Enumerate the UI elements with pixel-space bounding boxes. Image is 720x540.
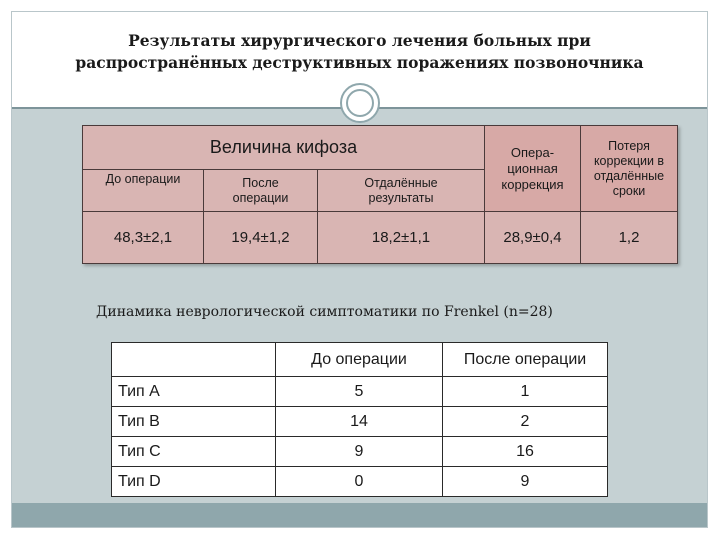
col-header-line: До операции	[105, 172, 181, 186]
slide-footer-bar	[12, 503, 707, 527]
kyphosis-value: 19,4±1,2	[204, 212, 318, 264]
frenkel-after: 16	[443, 437, 608, 467]
correction-header-line: Опера-	[510, 144, 555, 160]
kyphosis-value: 1,2	[581, 212, 678, 264]
slide-title	[12, 30, 707, 74]
kyphosis-value: 28,9±0,4	[485, 212, 581, 264]
correction-header-line: коррекция	[501, 176, 564, 192]
frenkel-subtitle: Динамика неврологической симптоматики по Frenkel (n=28)	[96, 304, 553, 320]
frenkel-type: Тип С	[112, 437, 276, 467]
kyphosis-value: 18,2±1,1	[318, 212, 485, 264]
col-header-line: операции	[232, 190, 289, 205]
col-header-after	[204, 170, 318, 212]
frenkel-type: Тип В	[112, 407, 276, 437]
correction-loss-header	[581, 126, 678, 212]
frenkel-after: 2	[443, 407, 608, 437]
frenkel-table	[111, 342, 608, 497]
table-row	[112, 407, 608, 437]
table-row	[112, 467, 608, 497]
kyphosis-group-header: Величина кифоза	[83, 126, 485, 170]
col-header-line: Отдалённые	[364, 175, 438, 190]
correction-header-line: ционная	[507, 160, 558, 176]
frenkel-header-before: До операции	[276, 343, 443, 377]
frenkel-type: Тип А	[112, 377, 276, 407]
frenkel-before: 14	[276, 407, 443, 437]
loss-header-line: сроки	[612, 183, 646, 198]
table-row	[112, 437, 608, 467]
kyphosis-table	[82, 125, 678, 264]
col-header-long-term	[318, 170, 485, 212]
loss-header-line: отдалённые	[593, 168, 665, 183]
frenkel-header-after: После операции	[443, 343, 608, 377]
frenkel-header-empty	[112, 343, 276, 377]
col-header-before	[83, 170, 204, 212]
title-line-1: Результаты хирургического лечения больных при	[128, 31, 591, 50]
col-header-line: После	[242, 175, 279, 190]
correction-header	[485, 126, 581, 212]
title-line-2: распространённых деструктивных поражениях позвоночника	[75, 53, 644, 72]
frenkel-after: 1	[443, 377, 608, 407]
frenkel-before: 5	[276, 377, 443, 407]
table-row	[112, 377, 608, 407]
loss-header-line: коррекции в	[593, 153, 665, 168]
loss-header-line: Потеря	[608, 138, 650, 153]
frenkel-before: 0	[276, 467, 443, 497]
frenkel-after: 9	[443, 467, 608, 497]
decorative-circle-icon	[340, 83, 380, 123]
frenkel-type: Тип D	[112, 467, 276, 497]
kyphosis-value: 48,3±2,1	[83, 212, 204, 264]
col-header-line: результаты	[368, 190, 434, 205]
frenkel-before: 9	[276, 437, 443, 467]
